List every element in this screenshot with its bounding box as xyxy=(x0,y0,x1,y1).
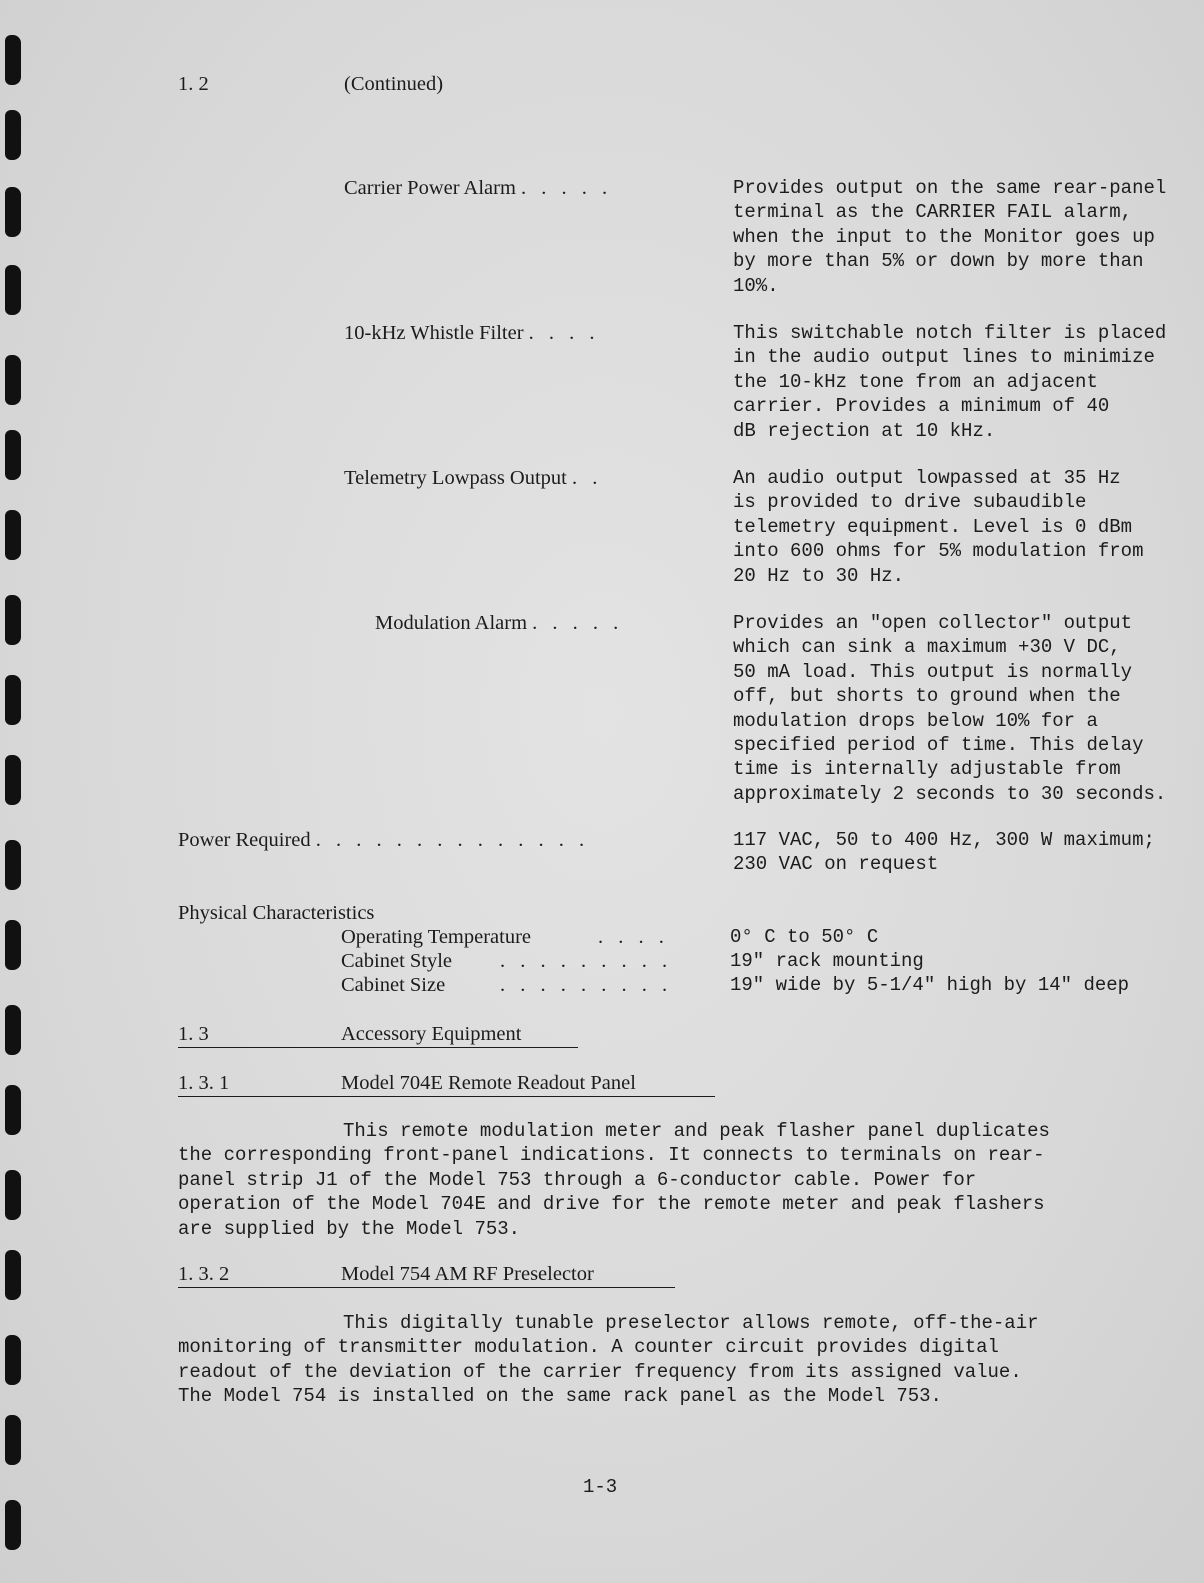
spec-label-modulation-alarm: Modulation Alarm . . . . . xyxy=(375,612,624,634)
binder-hole xyxy=(5,187,21,237)
spec-desc-whistle-filter: This switchable notch filter is placed in the audio output lines to minimize the 10-kHz tone from an adjacent carrier. Provides a minimum of 40 dB rejection at 10 kHz. xyxy=(733,322,1167,442)
binder-hole xyxy=(5,430,21,480)
physical-label-cabinet-size: Cabinet Size xyxy=(341,974,446,996)
section-1-3-2-title: Model 754 AM RF Preselector xyxy=(341,1263,594,1285)
physical-dots: . . . . . . . . . xyxy=(500,974,673,996)
physical-value-cabinet-size: 19" wide by 5-1/4" high by 14" deep xyxy=(730,974,1130,996)
spec-label-telemetry-lowpass: Telemetry Lowpass Output . . xyxy=(344,467,603,489)
section-1-3-1-body: This remote modulation meter and peak flasher panel duplicates the corresponding front-panel indications. It connects to terminals on rear- panel strip J1 of the Model 753 through a 6-conductor cable. Power for operation of the Model 704E and drive for the remote meter and peak flashers are supplied by the Model 753. xyxy=(178,1120,1050,1240)
binder-hole xyxy=(5,1170,21,1220)
binder-hole xyxy=(5,840,21,890)
physical-value-operating-temperature: 0° C to 50° C xyxy=(730,926,879,948)
binder-hole xyxy=(5,1085,21,1135)
physical-heading: Physical Characteristics xyxy=(178,902,375,924)
binder-holes xyxy=(0,0,30,1583)
binder-hole xyxy=(5,1500,21,1550)
spec-desc-modulation-alarm: Provides an "open collector" output which can sink a maximum +30 V DC, 50 mA load. This output is normally off, but shorts to ground when the modulation drops below 10% for a specified period of time. This delay time is internally adjustable from approximately 2 seconds to 30 seconds. xyxy=(733,612,1167,805)
section-1-3-underline xyxy=(178,1047,578,1048)
binder-hole xyxy=(5,1335,21,1385)
spec-desc-carrier-power-alarm: Provides output on the same rear-panel terminal as the CARRIER FAIL alarm, when the input to the Monitor goes up by more than 5% or down by more than 10%. xyxy=(733,177,1167,297)
binder-hole xyxy=(5,1005,21,1055)
binder-hole xyxy=(5,35,21,85)
binder-hole xyxy=(5,265,21,315)
section-1-3-1-number: 1. 3. 1 xyxy=(178,1072,230,1094)
section-number: 1. 2 xyxy=(178,73,209,95)
page-number: 1-3 xyxy=(583,1476,618,1498)
physical-label-operating-temperature: Operating Temperature xyxy=(341,926,532,948)
physical-dots: . . . . xyxy=(598,926,669,948)
spec-label-power-required: Power Required . . . . . . . . . . . . . . xyxy=(178,829,590,851)
binder-hole xyxy=(5,355,21,405)
binder-hole xyxy=(5,920,21,970)
physical-value-cabinet-style: 19" rack mounting xyxy=(730,950,924,972)
physical-label-cabinet-style: Cabinet Style xyxy=(341,950,453,972)
section-1-3-2-body: This digitally tunable preselector allows remote, off-the-air monitoring of transmitter modulation. A counter circuit provides digital readout of the deviation of the carrier frequency from its assigned value. The Model 754 is installed on the same rack panel as the Model 753. xyxy=(178,1312,1039,1408)
binder-hole xyxy=(5,510,21,560)
binder-hole xyxy=(5,675,21,725)
section-1-3-2-underline xyxy=(178,1287,675,1288)
binder-hole xyxy=(5,755,21,805)
spec-label-whistle-filter: 10-kHz Whistle Filter . . . . xyxy=(344,322,600,344)
spec-label-carrier-power-alarm: Carrier Power Alarm . . . . . xyxy=(344,177,613,199)
section-1-3-number: 1. 3 xyxy=(178,1023,209,1045)
binder-hole xyxy=(5,595,21,645)
binder-hole xyxy=(5,1250,21,1300)
physical-dots: . . . . . . . . . xyxy=(500,950,673,972)
section-1-3-1-title: Model 704E Remote Readout Panel xyxy=(341,1072,636,1094)
section-title: (Continued) xyxy=(344,73,444,95)
spec-desc-power-required: 117 VAC, 50 to 400 Hz, 300 W maximum; 230 VAC on request xyxy=(733,829,1155,876)
binder-hole xyxy=(5,1415,21,1465)
section-1-3-2-number: 1. 3. 2 xyxy=(178,1263,230,1285)
binder-hole xyxy=(5,110,21,160)
section-1-3-1-underline xyxy=(178,1096,715,1097)
spec-desc-telemetry-lowpass: An audio output lowpassed at 35 Hz is provided to drive subaudible telemetry equipment. Level is 0 dBm into 600 ohms for 5% modulation from 20 Hz to 30 Hz. xyxy=(733,467,1144,587)
section-1-3-title: Accessory Equipment xyxy=(341,1023,522,1045)
